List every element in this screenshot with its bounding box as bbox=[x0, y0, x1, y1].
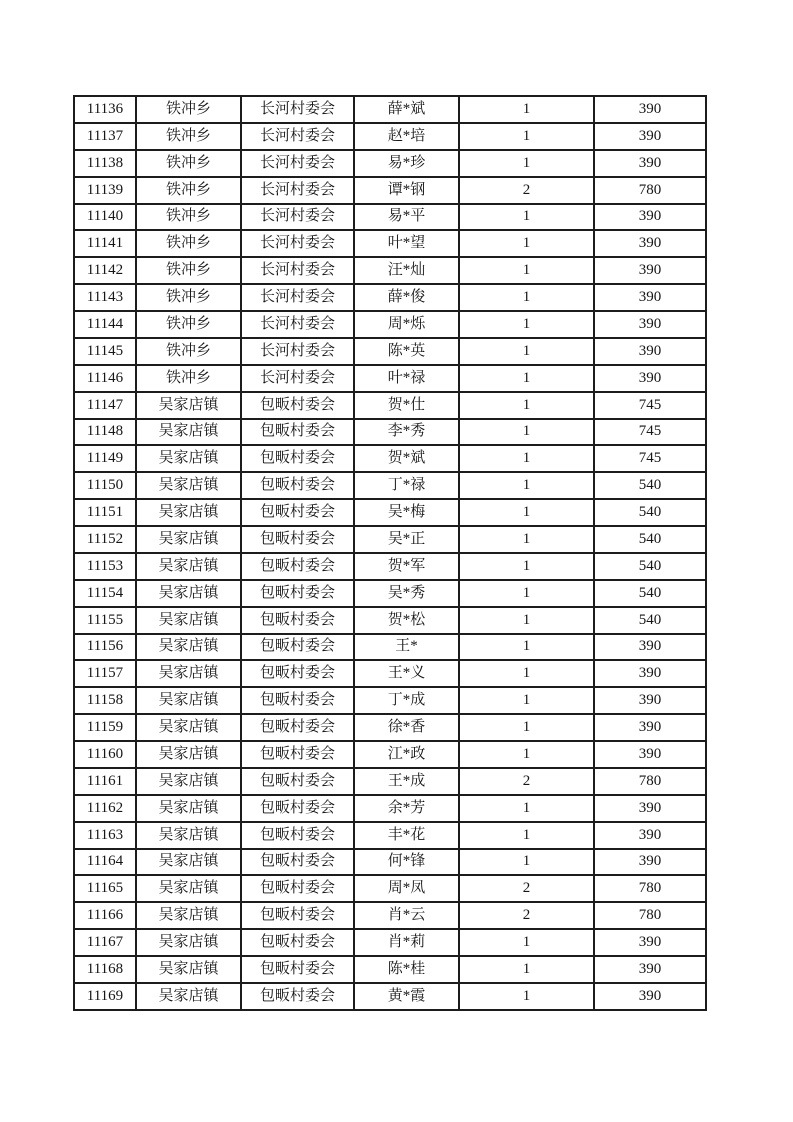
person-name-cell: 黄*霞 bbox=[354, 983, 459, 1010]
amount-cell: 390 bbox=[594, 338, 706, 365]
count-cell: 1 bbox=[459, 607, 594, 634]
count-cell: 1 bbox=[459, 230, 594, 257]
serial-number-cell: 11151 bbox=[74, 499, 136, 526]
township-cell: 吴家店镇 bbox=[136, 392, 241, 419]
village-committee-cell: 包畈村委会 bbox=[241, 875, 354, 902]
amount-cell: 390 bbox=[594, 687, 706, 714]
serial-number-cell: 11163 bbox=[74, 822, 136, 849]
count-cell: 1 bbox=[459, 795, 594, 822]
table-row bbox=[74, 660, 706, 687]
village-committee-cell: 包畈村委会 bbox=[241, 849, 354, 876]
amount-cell: 390 bbox=[594, 230, 706, 257]
amount-cell: 390 bbox=[594, 96, 706, 123]
person-name-cell: 王* bbox=[354, 634, 459, 661]
person-name-cell: 周*凤 bbox=[354, 875, 459, 902]
township-cell: 铁冲乡 bbox=[136, 257, 241, 284]
person-name-cell: 叶*禄 bbox=[354, 365, 459, 392]
count-cell: 1 bbox=[459, 580, 594, 607]
count-cell: 1 bbox=[459, 96, 594, 123]
person-name-cell: 丰*花 bbox=[354, 822, 459, 849]
serial-number-cell: 11154 bbox=[74, 580, 136, 607]
amount-cell: 390 bbox=[594, 714, 706, 741]
person-name-cell: 易*平 bbox=[354, 204, 459, 231]
count-cell: 1 bbox=[459, 284, 594, 311]
person-name-cell: 肖*云 bbox=[354, 902, 459, 929]
table-row bbox=[74, 902, 706, 929]
person-name-cell: 余*芳 bbox=[354, 795, 459, 822]
person-name-cell: 丁*成 bbox=[354, 687, 459, 714]
person-name-cell: 肖*莉 bbox=[354, 929, 459, 956]
serial-number-cell: 11138 bbox=[74, 150, 136, 177]
village-committee-cell: 包畈村委会 bbox=[241, 419, 354, 446]
table-row bbox=[74, 849, 706, 876]
count-cell: 1 bbox=[459, 553, 594, 580]
table-row bbox=[74, 822, 706, 849]
count-cell: 1 bbox=[459, 123, 594, 150]
township-cell: 铁冲乡 bbox=[136, 96, 241, 123]
table-row bbox=[74, 634, 706, 661]
amount-cell: 390 bbox=[594, 284, 706, 311]
village-committee-cell: 包畈村委会 bbox=[241, 795, 354, 822]
serial-number-cell: 11156 bbox=[74, 634, 136, 661]
village-committee-cell: 包畈村委会 bbox=[241, 445, 354, 472]
township-cell: 吴家店镇 bbox=[136, 902, 241, 929]
serial-number-cell: 11157 bbox=[74, 660, 136, 687]
serial-number-cell: 11143 bbox=[74, 284, 136, 311]
amount-cell: 745 bbox=[594, 392, 706, 419]
count-cell: 1 bbox=[459, 849, 594, 876]
village-committee-cell: 包畈村委会 bbox=[241, 607, 354, 634]
amount-cell: 540 bbox=[594, 580, 706, 607]
township-cell: 铁冲乡 bbox=[136, 123, 241, 150]
table-row bbox=[74, 284, 706, 311]
person-name-cell: 王*义 bbox=[354, 660, 459, 687]
table-row bbox=[74, 257, 706, 284]
serial-number-cell: 11145 bbox=[74, 338, 136, 365]
serial-number-cell: 11158 bbox=[74, 687, 136, 714]
table-row bbox=[74, 795, 706, 822]
person-name-cell: 叶*望 bbox=[354, 230, 459, 257]
serial-number-cell: 11144 bbox=[74, 311, 136, 338]
table-row bbox=[74, 338, 706, 365]
table-row bbox=[74, 419, 706, 446]
township-cell: 吴家店镇 bbox=[136, 607, 241, 634]
village-committee-cell: 长河村委会 bbox=[241, 257, 354, 284]
township-cell: 铁冲乡 bbox=[136, 230, 241, 257]
village-committee-cell: 长河村委会 bbox=[241, 150, 354, 177]
village-committee-cell: 包畈村委会 bbox=[241, 983, 354, 1010]
serial-number-cell: 11140 bbox=[74, 204, 136, 231]
village-committee-cell: 长河村委会 bbox=[241, 123, 354, 150]
serial-number-cell: 11168 bbox=[74, 956, 136, 983]
township-cell: 吴家店镇 bbox=[136, 472, 241, 499]
village-committee-cell: 包畈村委会 bbox=[241, 687, 354, 714]
table-row bbox=[74, 607, 706, 634]
serial-number-cell: 11153 bbox=[74, 553, 136, 580]
amount-cell: 390 bbox=[594, 660, 706, 687]
serial-number-cell: 11159 bbox=[74, 714, 136, 741]
count-cell: 2 bbox=[459, 177, 594, 204]
village-committee-cell: 长河村委会 bbox=[241, 96, 354, 123]
serial-number-cell: 11165 bbox=[74, 875, 136, 902]
table-row bbox=[74, 526, 706, 553]
count-cell: 1 bbox=[459, 257, 594, 284]
township-cell: 铁冲乡 bbox=[136, 338, 241, 365]
person-name-cell: 谭*钢 bbox=[354, 177, 459, 204]
count-cell: 1 bbox=[459, 311, 594, 338]
serial-number-cell: 11147 bbox=[74, 392, 136, 419]
amount-cell: 780 bbox=[594, 768, 706, 795]
table-row bbox=[74, 204, 706, 231]
table-row bbox=[74, 499, 706, 526]
table-row bbox=[74, 956, 706, 983]
village-committee-cell: 包畈村委会 bbox=[241, 526, 354, 553]
amount-cell: 390 bbox=[594, 983, 706, 1010]
village-committee-cell: 包畈村委会 bbox=[241, 580, 354, 607]
serial-number-cell: 11155 bbox=[74, 607, 136, 634]
table-row bbox=[74, 123, 706, 150]
person-name-cell: 薛*俊 bbox=[354, 284, 459, 311]
village-committee-cell: 长河村委会 bbox=[241, 230, 354, 257]
person-name-cell: 吴*正 bbox=[354, 526, 459, 553]
amount-cell: 390 bbox=[594, 956, 706, 983]
person-name-cell: 何*锋 bbox=[354, 849, 459, 876]
count-cell: 1 bbox=[459, 983, 594, 1010]
township-cell: 吴家店镇 bbox=[136, 499, 241, 526]
amount-cell: 540 bbox=[594, 607, 706, 634]
village-committee-cell: 包畈村委会 bbox=[241, 499, 354, 526]
village-committee-cell: 长河村委会 bbox=[241, 311, 354, 338]
person-name-cell: 贺*仕 bbox=[354, 392, 459, 419]
count-cell: 2 bbox=[459, 875, 594, 902]
count-cell: 1 bbox=[459, 687, 594, 714]
township-cell: 铁冲乡 bbox=[136, 150, 241, 177]
count-cell: 1 bbox=[459, 499, 594, 526]
amount-cell: 390 bbox=[594, 849, 706, 876]
table-row bbox=[74, 472, 706, 499]
village-committee-cell: 长河村委会 bbox=[241, 338, 354, 365]
township-cell: 吴家店镇 bbox=[136, 768, 241, 795]
serial-number-cell: 11137 bbox=[74, 123, 136, 150]
serial-number-cell: 11141 bbox=[74, 230, 136, 257]
township-cell: 吴家店镇 bbox=[136, 741, 241, 768]
village-committee-cell: 长河村委会 bbox=[241, 284, 354, 311]
township-cell: 铁冲乡 bbox=[136, 365, 241, 392]
person-name-cell: 贺*松 bbox=[354, 607, 459, 634]
count-cell: 1 bbox=[459, 714, 594, 741]
township-cell: 吴家店镇 bbox=[136, 634, 241, 661]
serial-number-cell: 11162 bbox=[74, 795, 136, 822]
table-row bbox=[74, 741, 706, 768]
person-name-cell: 徐*香 bbox=[354, 714, 459, 741]
village-committee-cell: 包畈村委会 bbox=[241, 472, 354, 499]
serial-number-cell: 11169 bbox=[74, 983, 136, 1010]
amount-cell: 540 bbox=[594, 499, 706, 526]
count-cell: 1 bbox=[459, 419, 594, 446]
township-cell: 铁冲乡 bbox=[136, 311, 241, 338]
township-cell: 铁冲乡 bbox=[136, 177, 241, 204]
serial-number-cell: 11164 bbox=[74, 849, 136, 876]
table-row bbox=[74, 768, 706, 795]
amount-cell: 390 bbox=[594, 634, 706, 661]
township-cell: 吴家店镇 bbox=[136, 687, 241, 714]
serial-number-cell: 11167 bbox=[74, 929, 136, 956]
table-row bbox=[74, 177, 706, 204]
village-committee-cell: 包畈村委会 bbox=[241, 634, 354, 661]
serial-number-cell: 11139 bbox=[74, 177, 136, 204]
village-committee-cell: 长河村委会 bbox=[241, 177, 354, 204]
person-name-cell: 王*成 bbox=[354, 768, 459, 795]
table-row bbox=[74, 553, 706, 580]
table-row bbox=[74, 983, 706, 1010]
village-committee-cell: 包畈村委会 bbox=[241, 553, 354, 580]
table-row bbox=[74, 687, 706, 714]
village-committee-cell: 包畈村委会 bbox=[241, 660, 354, 687]
amount-cell: 390 bbox=[594, 123, 706, 150]
table-row bbox=[74, 580, 706, 607]
count-cell: 1 bbox=[459, 472, 594, 499]
amount-cell: 390 bbox=[594, 741, 706, 768]
serial-number-cell: 11152 bbox=[74, 526, 136, 553]
village-committee-cell: 包畈村委会 bbox=[241, 392, 354, 419]
village-committee-cell: 长河村委会 bbox=[241, 204, 354, 231]
serial-number-cell: 11148 bbox=[74, 419, 136, 446]
village-committee-cell: 包畈村委会 bbox=[241, 822, 354, 849]
count-cell: 1 bbox=[459, 526, 594, 553]
serial-number-cell: 11160 bbox=[74, 741, 136, 768]
table-row bbox=[74, 929, 706, 956]
table-row bbox=[74, 875, 706, 902]
village-committee-cell: 包畈村委会 bbox=[241, 956, 354, 983]
village-committee-cell: 包畈村委会 bbox=[241, 902, 354, 929]
person-name-cell: 丁*禄 bbox=[354, 472, 459, 499]
count-cell: 1 bbox=[459, 445, 594, 472]
serial-number-cell: 11150 bbox=[74, 472, 136, 499]
amount-cell: 390 bbox=[594, 795, 706, 822]
person-name-cell: 贺*斌 bbox=[354, 445, 459, 472]
serial-number-cell: 11149 bbox=[74, 445, 136, 472]
person-name-cell: 吴*梅 bbox=[354, 499, 459, 526]
table-row bbox=[74, 714, 706, 741]
subsidy-table bbox=[73, 95, 707, 1011]
count-cell: 1 bbox=[459, 822, 594, 849]
township-cell: 铁冲乡 bbox=[136, 204, 241, 231]
table-row bbox=[74, 311, 706, 338]
count-cell: 1 bbox=[459, 150, 594, 177]
township-cell: 吴家店镇 bbox=[136, 983, 241, 1010]
township-cell: 吴家店镇 bbox=[136, 822, 241, 849]
count-cell: 2 bbox=[459, 902, 594, 929]
person-name-cell: 吴*秀 bbox=[354, 580, 459, 607]
township-cell: 吴家店镇 bbox=[136, 419, 241, 446]
person-name-cell: 易*珍 bbox=[354, 150, 459, 177]
person-name-cell: 陈*桂 bbox=[354, 956, 459, 983]
person-name-cell: 周*烁 bbox=[354, 311, 459, 338]
table-row bbox=[74, 445, 706, 472]
subsidy-table-body bbox=[74, 96, 706, 1010]
amount-cell: 745 bbox=[594, 445, 706, 472]
amount-cell: 390 bbox=[594, 822, 706, 849]
count-cell: 1 bbox=[459, 365, 594, 392]
count-cell: 1 bbox=[459, 660, 594, 687]
township-cell: 吴家店镇 bbox=[136, 849, 241, 876]
village-committee-cell: 长河村委会 bbox=[241, 365, 354, 392]
township-cell: 吴家店镇 bbox=[136, 526, 241, 553]
table-row bbox=[74, 150, 706, 177]
township-cell: 吴家店镇 bbox=[136, 445, 241, 472]
serial-number-cell: 11142 bbox=[74, 257, 136, 284]
amount-cell: 780 bbox=[594, 177, 706, 204]
person-name-cell: 赵*培 bbox=[354, 123, 459, 150]
table-row bbox=[74, 230, 706, 257]
township-cell: 吴家店镇 bbox=[136, 875, 241, 902]
count-cell: 1 bbox=[459, 741, 594, 768]
count-cell: 1 bbox=[459, 338, 594, 365]
table-row bbox=[74, 96, 706, 123]
amount-cell: 745 bbox=[594, 419, 706, 446]
person-name-cell: 汪*灿 bbox=[354, 257, 459, 284]
person-name-cell: 贺*军 bbox=[354, 553, 459, 580]
person-name-cell: 江*政 bbox=[354, 741, 459, 768]
count-cell: 2 bbox=[459, 768, 594, 795]
village-committee-cell: 包畈村委会 bbox=[241, 929, 354, 956]
table-row bbox=[74, 365, 706, 392]
township-cell: 吴家店镇 bbox=[136, 714, 241, 741]
person-name-cell: 李*秀 bbox=[354, 419, 459, 446]
amount-cell: 390 bbox=[594, 311, 706, 338]
amount-cell: 540 bbox=[594, 553, 706, 580]
township-cell: 吴家店镇 bbox=[136, 956, 241, 983]
amount-cell: 540 bbox=[594, 472, 706, 499]
count-cell: 1 bbox=[459, 392, 594, 419]
amount-cell: 390 bbox=[594, 257, 706, 284]
serial-number-cell: 11166 bbox=[74, 902, 136, 929]
person-name-cell: 陈*英 bbox=[354, 338, 459, 365]
count-cell: 1 bbox=[459, 634, 594, 661]
count-cell: 1 bbox=[459, 956, 594, 983]
township-cell: 吴家店镇 bbox=[136, 660, 241, 687]
amount-cell: 540 bbox=[594, 526, 706, 553]
table-row bbox=[74, 392, 706, 419]
amount-cell: 780 bbox=[594, 875, 706, 902]
amount-cell: 390 bbox=[594, 204, 706, 231]
serial-number-cell: 11146 bbox=[74, 365, 136, 392]
township-cell: 吴家店镇 bbox=[136, 553, 241, 580]
count-cell: 1 bbox=[459, 204, 594, 231]
amount-cell: 390 bbox=[594, 365, 706, 392]
amount-cell: 390 bbox=[594, 150, 706, 177]
amount-cell: 780 bbox=[594, 902, 706, 929]
person-name-cell: 薛*斌 bbox=[354, 96, 459, 123]
serial-number-cell: 11161 bbox=[74, 768, 136, 795]
village-committee-cell: 包畈村委会 bbox=[241, 768, 354, 795]
township-cell: 吴家店镇 bbox=[136, 929, 241, 956]
township-cell: 铁冲乡 bbox=[136, 284, 241, 311]
township-cell: 吴家店镇 bbox=[136, 580, 241, 607]
amount-cell: 390 bbox=[594, 929, 706, 956]
village-committee-cell: 包畈村委会 bbox=[241, 741, 354, 768]
count-cell: 1 bbox=[459, 929, 594, 956]
village-committee-cell: 包畈村委会 bbox=[241, 714, 354, 741]
township-cell: 吴家店镇 bbox=[136, 795, 241, 822]
serial-number-cell: 11136 bbox=[74, 96, 136, 123]
